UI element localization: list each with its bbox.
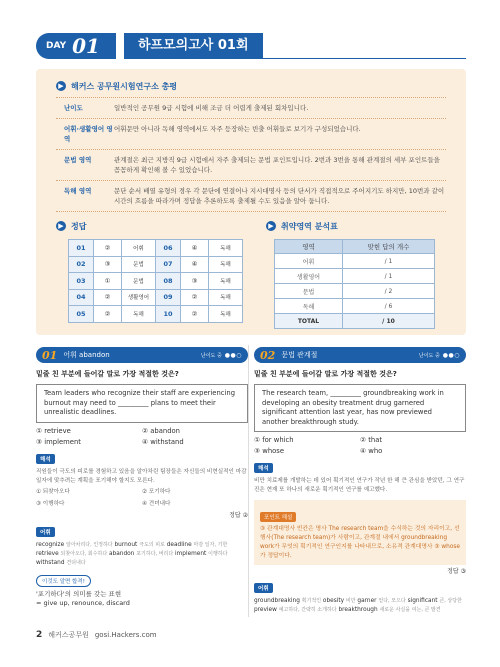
answers-title: ▶ 정답	[56, 219, 86, 233]
explain-text: 직원들이 극도의 피로를 경험하고 있음을 알아차린 팀장들은 자신들의 비현실적인 마감 일자에 맞추려는 계획을 포기해야 할지도 모른다.	[36, 468, 247, 484]
stats-count: / 1	[343, 254, 435, 269]
point-text: ③ 관계대명사 빈칸은 명사 The research team을 수식하는 것의 자리이고, 선행사(The research team)가 사람이고, 관계절 내에서 groundbreaking work가 무엇의 획기적인 연구인지를 나타내므로, 소유격 관계대명사 ③ whose가 정답이다.	[260, 526, 460, 559]
stats-head-area: 영역	[275, 240, 343, 254]
page-header	[36, 33, 466, 59]
vocab-word: breakthrough	[338, 607, 378, 613]
question-01	[36, 347, 248, 608]
answer-row	[69, 306, 243, 323]
explain-label: 해석	[36, 454, 55, 464]
vocab-word: retrieve	[36, 550, 59, 557]
vocab-meaning: 마감 일자, 기한	[193, 541, 228, 548]
question-header: 02 문법 관계절 난이도 중 ●●○	[254, 347, 466, 363]
answer-cell: ②	[94, 240, 122, 257]
footer-url: gosi.Hackers.com	[94, 631, 157, 639]
answer-cell: 어휘	[122, 240, 156, 257]
vocab-word: burnout	[114, 541, 138, 548]
answer-cell: 03	[69, 273, 94, 290]
tip-text: = give up, renounce, discard	[36, 598, 130, 607]
vocab-word: obesity	[322, 598, 345, 604]
vocab-meaning: 되찾아오다, 회수하다	[60, 550, 108, 557]
stats-count: / 1	[343, 269, 435, 284]
answer-cell: ①	[94, 273, 122, 290]
answer-cell: 10	[156, 306, 181, 323]
choice: ③ whose	[254, 447, 285, 455]
answer-cell: 문법	[122, 273, 156, 290]
passage-box: The research team, _________ groundbreaking work in developing an obesity treatment drug garnered significant attention last year, has now previewed another breakthrough study.	[254, 384, 466, 432]
vocab-meaning: 알아차리다, 인정하다	[65, 541, 113, 548]
vocab-meaning: 견뎌내다	[66, 559, 86, 566]
page-footer	[36, 630, 157, 640]
answer-cell: 독해	[122, 306, 156, 323]
answer-cell: 문법	[122, 256, 156, 273]
point-label: 포인트 해설	[260, 512, 296, 522]
question-text: 밑줄 친 부분에 들어갈 말로 가장 적절한 것은?	[254, 370, 397, 378]
answer-cell: ②	[181, 289, 209, 306]
choice: ③ implement	[36, 437, 81, 446]
answer-cell: 09	[156, 289, 181, 306]
vocab-word: implement	[175, 550, 207, 557]
answer-cell: 독해	[209, 289, 243, 306]
vocab-word: withstand	[36, 559, 65, 566]
vocab-meaning: 얻다, 모으다	[378, 598, 406, 604]
page-number: 2	[36, 630, 43, 640]
answer-cell: ④	[181, 256, 209, 273]
stats-head-count: 맞힌 답의 개수	[343, 240, 435, 254]
stats-title: ▶ 취약영역 분석표	[266, 219, 338, 233]
answer-row	[69, 289, 243, 306]
vocab-label: 어휘	[254, 583, 273, 593]
summary-title: ▶ 해커스 공무원시험연구소 총평	[56, 79, 446, 93]
answer-cell: 독해	[209, 240, 243, 257]
stats-count: / 6	[343, 299, 435, 314]
vocab-word: groundbreaking	[254, 598, 300, 604]
answer-cell: ②	[94, 289, 122, 306]
answer-cell: 생활영어	[122, 289, 156, 306]
arrow-right-icon: ▶	[266, 221, 276, 231]
vocab-meaning: 예고하다, 간략히 소개하다	[278, 607, 337, 613]
stats-area: 어휘	[275, 254, 343, 269]
question-text: 밑줄 친 부분에 들어갈 말로 가장 적절한 것은?	[36, 370, 179, 378]
day-label: DAY	[46, 41, 67, 51]
vocab-meaning: 획기적인	[301, 598, 322, 604]
answer-cell: 04	[69, 289, 94, 306]
stats-area: 문법	[275, 284, 343, 299]
answer-cell: 05	[69, 306, 94, 323]
vocab-meaning: 비만	[345, 598, 356, 604]
answer-row	[69, 256, 243, 273]
stats-total-count: / 10	[343, 314, 435, 329]
vocab-list	[36, 541, 248, 568]
tip-label: 이것도 알면 합격!	[36, 575, 91, 587]
answer-table	[68, 239, 243, 323]
choices	[36, 427, 248, 446]
vocab-list	[254, 597, 466, 615]
summary-row: 독해 영역 문단 순서 배열 유형의 경우 각 문단에 연결어나 지시대명사 등의 단서가 직접적으로 주어지기도 하지만, 10번과 같이 시간의 흐름을 따라가며 정답을 추론하도록 출제될 수도 있음을 알아 둡니다.	[56, 181, 446, 212]
question-02	[254, 347, 466, 615]
answer-cell: 08	[156, 273, 181, 290]
stats-total-label: TOTAL	[275, 314, 343, 329]
passage-box: Team leaders who recognize their staff are experiencing burnout may need to _________ plans to meet their unrealistic deadlines.	[36, 384, 248, 423]
answer-cell: 06	[156, 240, 181, 257]
difficulty-dots-icon: ●●○	[442, 351, 460, 359]
choice: ④ who	[360, 447, 383, 455]
answer-cell: ②	[94, 306, 122, 323]
choice-translations: ① 되찾아오다 ② 포기하다 ③ 이행하다 ④ 견뎌내다	[36, 488, 171, 507]
answer-cell: 독해	[209, 256, 243, 273]
vocab-word: garner	[357, 598, 377, 604]
vocab-meaning: 포기하다, 버리다	[136, 550, 174, 557]
stats-area: 생활영어	[275, 269, 343, 284]
explain-text: 비만 치료제를 개발하는 데 있어 획기적인 연구가 작년 한 해 큰 관심을 받았던, 그 연구진은 현재 또 하나의 새로운 획기적인 연구를 예고했다.	[254, 478, 465, 493]
vocab-meaning: 큰, 상당한	[439, 598, 462, 604]
choice: ① retrieve	[36, 426, 71, 435]
stats-count: / 2	[343, 284, 435, 299]
answer-cell: 02	[69, 256, 94, 273]
arrow-right-icon: ▶	[56, 81, 66, 91]
arrow-right-icon: ▶	[56, 221, 66, 231]
answer-cell: 07	[156, 256, 181, 273]
difficulty-dots-icon: ●●○	[224, 351, 242, 359]
choices	[254, 436, 466, 455]
tip-title: '포기하다'의 의미를 갖는 표현	[36, 589, 122, 598]
stats-row	[275, 284, 435, 299]
vocab-word: abandon	[109, 550, 135, 557]
explain-label: 해석	[254, 463, 273, 473]
summary-rows	[56, 97, 446, 212]
summary-row: 어휘·생활영어 영역 어휘문만 아니라 독해 영역에서도 자주 등장하는 빈출 어휘들로 보기가 구성되었습니다.	[56, 119, 446, 150]
vocab-word: significant	[407, 598, 438, 604]
vocab-meaning: 극도의 피로	[139, 541, 165, 548]
summary-box	[36, 69, 466, 335]
day-badge	[36, 33, 116, 59]
stats-total-row	[275, 314, 435, 329]
answer-cell: 01	[69, 240, 94, 257]
summary-row: 문법 영역 관계절은 최근 지방직 9급 시험에서 자주 출제되는 문법 포인트입니다. 2번과 3번을 통해 관계절의 세부 포인트들을 꼼꼼하게 확인해 볼 수 있었습니다.	[56, 150, 446, 181]
stats-row	[275, 299, 435, 314]
column-divider	[248, 345, 249, 617]
answer-cell: ③	[181, 273, 209, 290]
answer-cell: 독해	[209, 306, 243, 323]
choice: ② abandon	[142, 426, 180, 435]
choice: ① for which	[254, 436, 294, 444]
vocab-word: deadline	[166, 541, 192, 548]
footer-brand: 해커스공무원	[48, 631, 89, 639]
summary-row: 난이도 일반적인 공무원 9급 시험에 비해 조금 더 어렵게 출제된 회차입니다.	[56, 98, 446, 119]
point-box	[254, 500, 466, 565]
vocab-meaning: 새로운 사실을 여는, 큰 발견	[379, 607, 441, 613]
answer-cell: ④	[181, 240, 209, 257]
answer-cell: 독해	[209, 273, 243, 290]
stats-table	[274, 239, 435, 329]
stats-row	[275, 269, 435, 284]
vocab-word: recognize	[36, 541, 65, 548]
title-bar	[124, 33, 466, 59]
answer-cell: ③	[94, 256, 122, 273]
answer-cell: ②	[181, 306, 209, 323]
answer-text: 정답 ②	[229, 511, 248, 519]
choice: ④ withstand	[142, 437, 184, 446]
page-title: 하프모의고사 01회	[124, 33, 263, 59]
vocab-label: 어휘	[36, 527, 55, 537]
vocab-word: preview	[254, 607, 277, 613]
question-header: 01 어휘 abandon 난이도 중 ●●○	[36, 347, 248, 363]
stats-row	[275, 254, 435, 269]
answer-row	[69, 273, 243, 290]
answer-row	[69, 240, 243, 257]
stats-area: 독해	[275, 299, 343, 314]
answer-text: 정답 ③	[447, 568, 466, 575]
vocab-meaning: 이행하다	[208, 550, 228, 557]
day-number: 01	[72, 34, 100, 58]
choice: ② that	[360, 436, 383, 444]
